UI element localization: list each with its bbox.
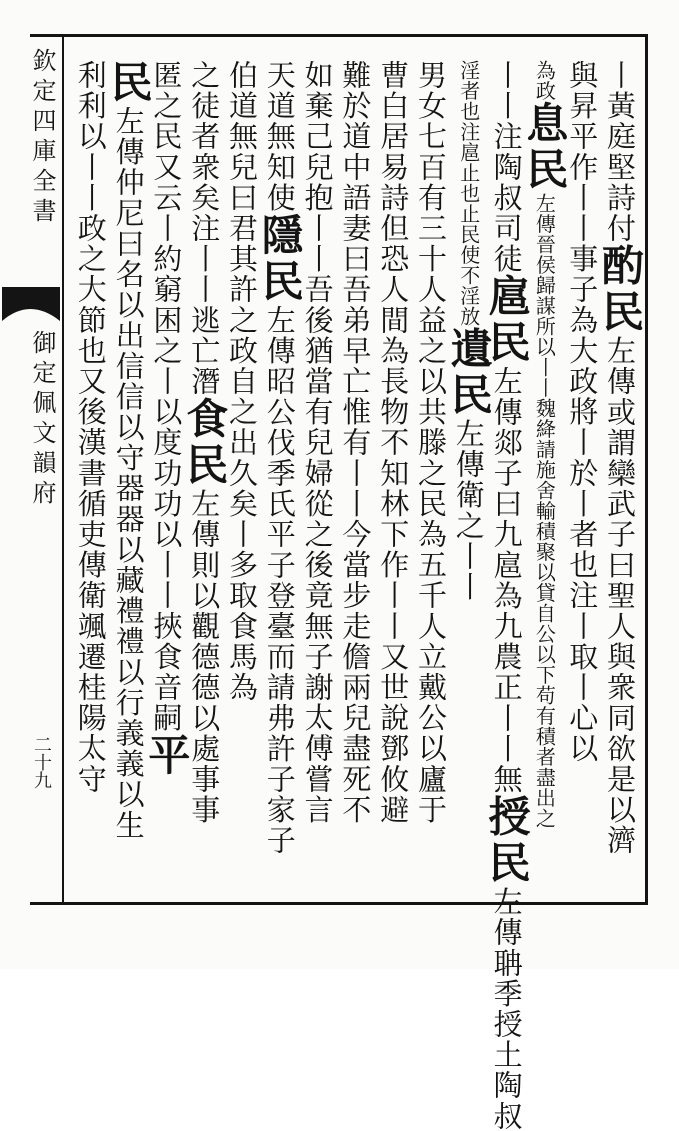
text-segment: 以度功功以丨丨挾食音嗣: [149, 396, 184, 734]
book-title-label: 御定佩文韻府: [28, 330, 56, 510]
text-segment: 匿之民又云丨約窮困之丨: [149, 60, 184, 397]
headword: 平: [142, 733, 192, 780]
headword: 息民: [520, 101, 570, 193]
text-segment: 為政: [532, 60, 557, 101]
fish-tail-mark-icon: [0, 285, 64, 325]
text-segment: 與: [565, 60, 600, 91]
text-segment: 丨黃庭堅詩付: [603, 60, 637, 244]
text-segment: 淫者也注扈止也止民使不淫放: [456, 60, 481, 327]
text-segment: 左傳仲尼曰名以出信信以守器器以藏禮禮以行義義以生: [111, 106, 146, 841]
text-segment: 天道無知使: [262, 60, 297, 213]
text-column: [67, 60, 113, 900]
headword: 民: [104, 60, 154, 106]
text-segment: 之徒者衆矣注丨丨逃亡潛: [187, 60, 222, 397]
text-segment: 曹白居易詩但恐人間為長物不知林下作丨丨又世說鄧攸避: [376, 60, 411, 825]
headword: 隱民: [255, 213, 305, 305]
folio-number: 二十九: [31, 735, 52, 789]
frame-top-rule: [30, 34, 648, 37]
text-segment: 事子為大政將丨於丨者也注丨取丨心以: [565, 243, 600, 764]
text-segment: 左傳郯子曰九扈為九農正丨丨無: [489, 366, 524, 795]
headword: 食民: [180, 396, 230, 489]
text-segment: 積聚以貸自公以下苟有積者盡出之: [532, 521, 557, 829]
text-segment: 男女七百有三十人益之以共滕之民為五千人立戴公以廬于: [414, 60, 448, 825]
text-segment: 利利以丨丨政之大節也又後漢書循吏傳衛颯遷桂陽太守: [73, 60, 108, 795]
text-segment: 伯道無兒: [225, 60, 259, 183]
headword: 扈民: [482, 274, 532, 367]
headword: 授民: [482, 794, 532, 887]
text-segment: 如棄己兒抱丨丨吾後猶當有兒婦從之後竟無子謝太傅嘗言: [300, 60, 335, 825]
text-segment: 難於道中語妻曰吾弟早亡惟有丨丨今當步走儋兩兒盡死不: [338, 60, 373, 825]
text-segment: 左傳晉侯歸謀所以丨丨魏絳請施舍輸: [532, 193, 557, 521]
frame-bottom-rule: [30, 902, 648, 905]
text-segment: 左傳聃季授土陶叔: [489, 886, 524, 1131]
text-segment: 左傳或謂欒武子曰聖人與衆同欲是以濟: [603, 335, 637, 856]
frame-right-rule: [645, 34, 648, 905]
book-margin-label: 欽定四庫全書: [28, 48, 56, 228]
text-segment: 昇平作丨丨: [565, 90, 600, 244]
margin-divider-rule: [62, 34, 64, 905]
headword: 酌民: [596, 243, 645, 336]
headword: 遺民: [444, 326, 494, 419]
text-segment: 曰君其許之政自之出久矣丨多取食馬為: [225, 182, 259, 703]
text-segment: 左傳昭公伐季氏平子登臺而請弗許子家子: [262, 305, 297, 856]
text-segment: 左傳則以觀德德以處事事: [187, 488, 222, 826]
text-segment: 丨丨注陶叔司徒: [489, 60, 524, 275]
text-segment: 左傳衛之丨丨: [451, 418, 486, 603]
